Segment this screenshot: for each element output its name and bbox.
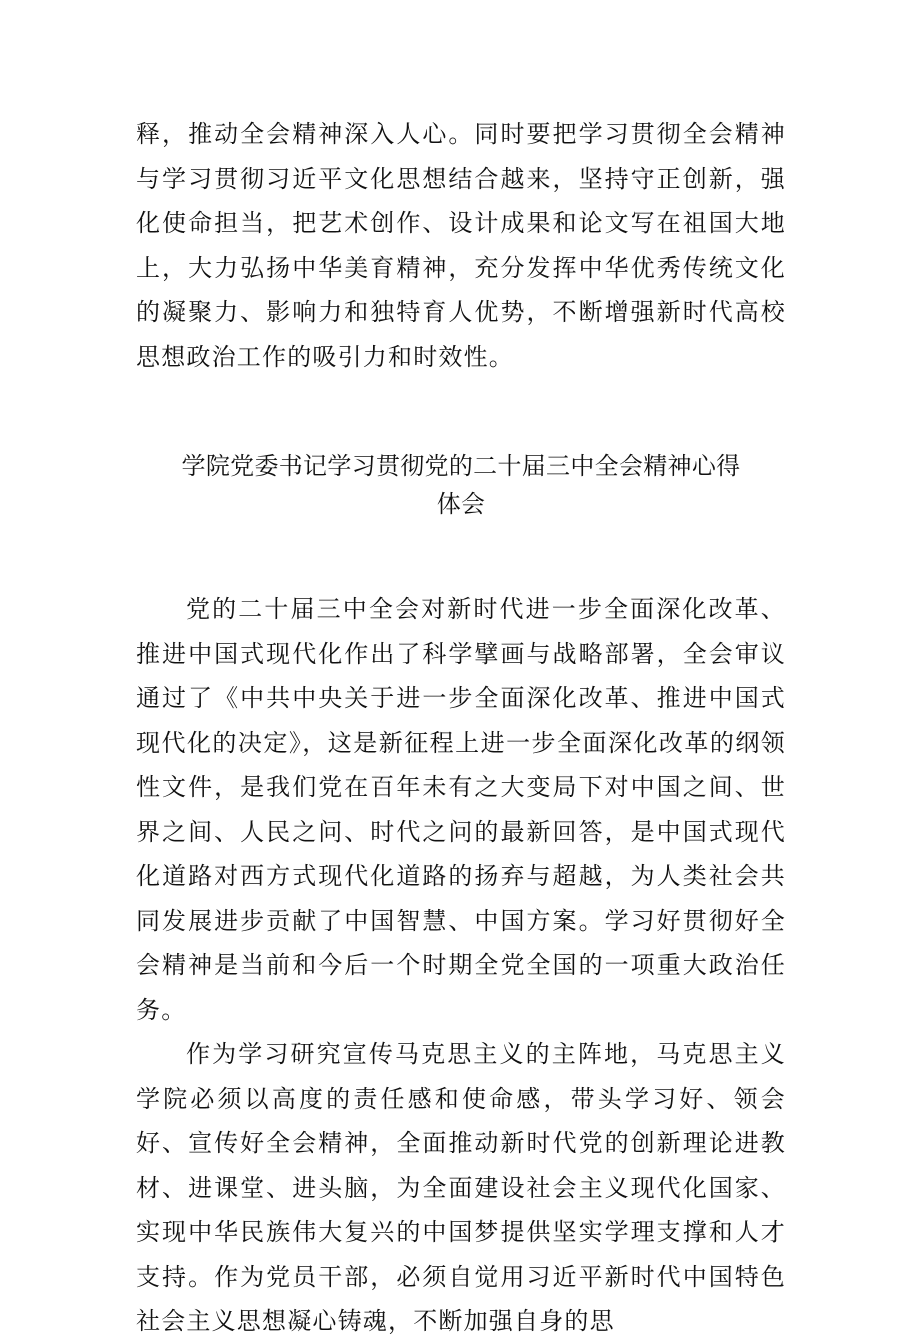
body-paragraph-1: 党的二十届三中全会对新时代进一步全面深化改革、推进中国式现代化作出了科学擘画与战略部署，全会审议通过了《中共中央关于进一步全面深化改革、推进中国式现代化的决定》，这是新征程上进一步全面深化改革的纲领性文件，是我们党在百年未有之大变局下对中国之间、世界之间、人民之问、时代之问的最新回答，是中国式现代化道路对西方式现代化道路的扬弃与超越，为人类社会共同发展进步贡献了中国智慧、中国方案。学习好贯彻好全会精神是当前和今后一个时期全党全国的一项重大政治任务。 bbox=[136, 595, 786, 1024]
body-paragraph-2: 作为学习研究宣传马克思主义的主阵地，马克思主义学院必须以高度的责任感和使命感，带头学习好、领会好、宣传好全会精神，全面推动新时代党的创新理论进教材、进课堂、进头脑，为全面建设社会主义现代化国家、实现中华民族伟大复兴的中国梦提供坚实学理支撑和人才支持。作为党员干部，必须自觉用习近平新时代中国特色社会主义思想凝心铸魂，不断加强自身的思 bbox=[136, 1040, 786, 1335]
section-heading-line-2: 体会 bbox=[436, 490, 486, 518]
intro-paragraph: 释，推动全会精神深入人心。同时要把学习贯彻全会精神与学习贯彻习近平文化思想结合越来，坚持守正创新，强化使命担当，把艺术创作、设计成果和论文写在祖国大地上，大力弘扬中华美育精神，充分发挥中华优秀传统文化的凝聚力、影响力和独特育人优势，不断增强新时代高校思想政治工作的吸引力和时效性。 bbox=[136, 120, 786, 371]
document-page bbox=[136, 112, 786, 1344]
section-heading bbox=[136, 447, 786, 523]
section-heading-line-1: 学院党委书记学习贯彻党的二十届三中全会精神心得 bbox=[181, 452, 741, 480]
